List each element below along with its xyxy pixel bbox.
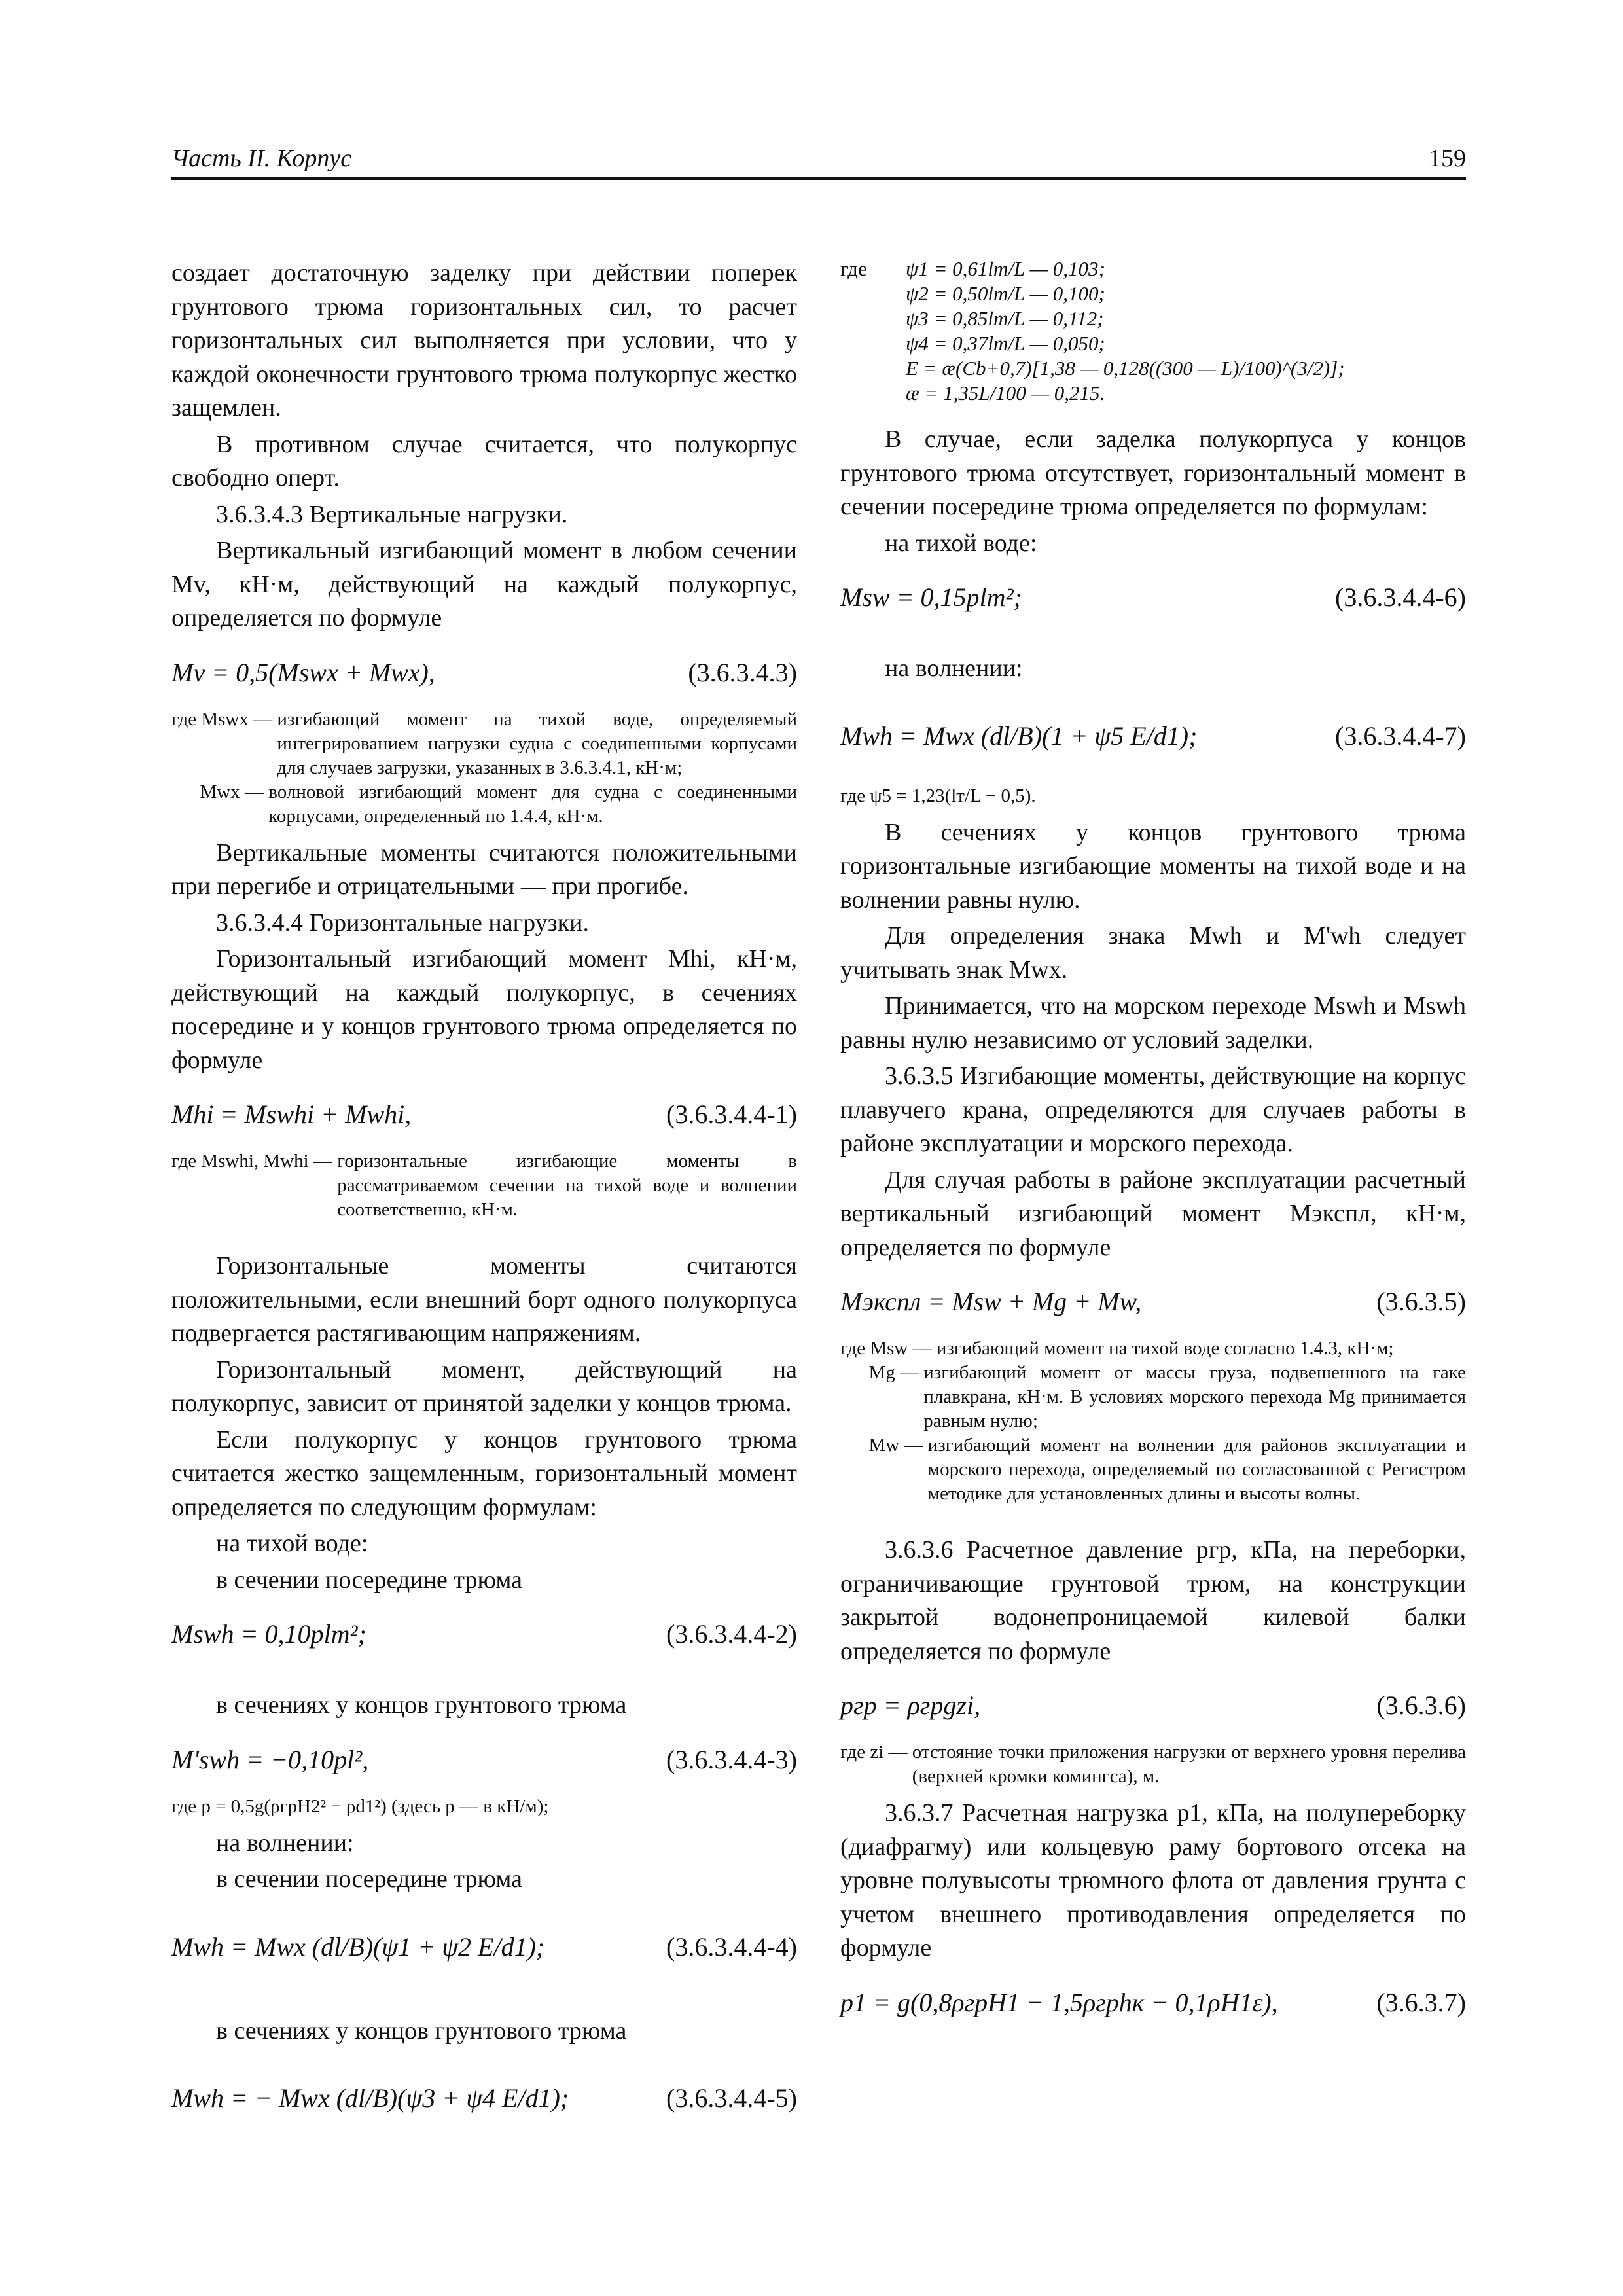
page-number: 159 [1429,145,1466,172]
formula-expression: Mswh = 0,10plт²; [171,1619,366,1649]
paragraph: на волнении: [216,1829,354,1857]
legend-text: отстояние точки приложения нагрузки от верхнего уровня перелива (верхней кромки комингса), м. [912,1742,1466,1787]
formula-number: (3.6.3.4.4-7) [1335,721,1466,751]
legend-text: изгибающий момент от массы груза, подвешенного на гаке плавкрана, кН·м. В условиях морского перехода Mg принимается равным нулю; [923,1362,1466,1431]
formula-legend [171,708,797,829]
paragraph: на тихой воде: [885,529,1037,557]
legend-symbol: Mwx — [171,781,269,802]
formula-expression: M'swh = −0,10pl², [171,1744,369,1774]
formula-number: (3.6.3.4.4-3) [666,1744,797,1774]
formula [171,1611,797,1657]
formula-expression: Msw = 0,15plт²; [840,583,1022,612]
formula [840,575,1466,620]
formula-legend [171,1149,797,1222]
paragraph: Горизонтальные моменты считаются положительными, если внешний борт одного полукорпуса подвергается растягивающим напряжениям. [171,1252,797,1347]
formula-legend [840,1336,1466,1506]
left-column [171,257,797,2146]
formula [171,1092,797,1138]
legend-symbol: Mw — [840,1435,928,1456]
paragraph: в сечении посередине трюма [216,1566,523,1594]
paragraph: в сечении посередине трюма [216,1865,523,1893]
paragraph: Для случая работы в районе эксплуатации расчетный вертикальный изгибающий момент Mэкспл, кН·м, определяется по формуле [840,1166,1466,1261]
formula-legend [840,1740,1466,1789]
formula-number: (3.6.3.6) [1376,1691,1466,1720]
formula-number: (3.6.3.4.4-4) [666,1931,797,1962]
paragraph: В сечениях у концов грунтового трюма горизонтальные изгибающие моменты на тихой воде и на волнении равны нулю. [840,818,1466,914]
legend-text: изгибающий момент на тихой воде согласно 1.4.3, кН·м; [936,1338,1394,1359]
formula-number: (3.6.3.7) [1376,1987,1466,2017]
formula-number: (3.6.3.4.4-1) [666,1100,797,1129]
section-paragraph: 3.6.3.5 Изгибающие моменты, действующие на корпус плавучего крана, определяются для случаев работы в районе эксплуатации и морского перехода. [840,1062,1466,1157]
legend-text: где ψ5 = 1,23(lт/L − 0,5). [840,785,1036,806]
formula [840,1683,1466,1729]
paragraph: в сечениях у концов грунтового трюма [216,2017,627,2045]
formula [840,700,1466,772]
coefficient: ψ2 = 0,50lт/L — 0,100; [906,282,1105,305]
formula-expression: p1 = g(0,8ρгрH1 − 1,5ρгрhк − 0,1ρH1ε), [840,1987,1278,2017]
legend-symbol: Mg — [840,1362,924,1383]
paragraph: в сечениях у концов грунтового трюма [216,1691,627,1719]
coefficients-block [840,257,1466,406]
formula-expression: Mv = 0,5(Mswx + Mwx), [171,657,435,687]
subsection-heading: 3.6.3.4.3 Вертикальные нагрузки. [216,500,568,528]
formula [840,1279,1466,1325]
formula-number: (3.6.3.4.4-5) [666,2083,797,2113]
right-column [840,257,1466,2037]
paragraph: на волнении: [885,655,1023,682]
formula-number: (3.6.3.5) [1376,1287,1466,1316]
formula-expression: pгр = ρгрgzi, [840,1691,981,1720]
coefficient: ψ1 = 0,61lт/L — 0,103; [906,257,1105,280]
coefficient: ψ4 = 0,37lт/L — 0,050; [906,332,1105,355]
formula [171,2062,797,2134]
formula-number: (3.6.3.4.3) [688,657,797,687]
paragraph: Горизонтальный момент, действующий на полукорпус, зависит от принятой заделки у концов трюма. [171,1355,797,1417]
running-title: Часть II. Корпус [171,145,352,172]
paragraph: Для определения знака Mwh и M'wh следует учитывать знак Mwx. [840,922,1466,984]
legend-symbol: где zi — [840,1742,912,1763]
paragraph: Вертикальные моменты считаются положительными при перегибе и отрицательными — при прогибе. [171,838,797,900]
formula-legend [840,784,1466,808]
formula [171,650,797,696]
section-paragraph: 3.6.3.7 Расчетная нагрузка p1, кПа, на полупереборку (диафрагму) или кольцевую раму бортового отсека на уровне полувысоты трюмного флота от давления грунта с учетом внешнего противодавления определяется по формуле [840,1799,1466,1962]
formula [171,1737,797,1783]
formula-expression: Mwh = − Mwx (dl/B)(ψ3 + ψ4 E/d1); [171,2083,569,2113]
formula-expression: Mэкспл = Msw + Mg + Mw, [840,1287,1142,1316]
legend-text: где p = 0,5g(ρгрH2² − ρd1²) (здесь p — в кН/м); [171,1795,549,1817]
legend-symbol: где Mswhi, Mwhi — [171,1151,338,1172]
paragraph: В случае, если заделка полукорпуса у концов грунтового трюма отсутствует, горизонтальный момент в сечении посередине трюма определяется по формулам: [840,425,1466,520]
coefficient: ψ3 = 0,85lт/L — 0,112; [906,307,1104,330]
paragraph: Горизонтальный изгибающий момент Mhi, кН·м, действующий на каждый полукорпус, в сечениях посередине и у концов грунтового трюма определяется по формуле [171,945,797,1074]
formula-legend [171,1795,797,1819]
formula [171,1911,797,1983]
paragraph: Вертикальный изгибающий момент в любом сечении Mv, кН·м, действующий на каждый полукорпус, определяется по формуле [171,537,797,632]
formula-number: (3.6.3.4.4-2) [666,1619,797,1649]
paragraph: Принимается, что на морском переходе Mswh и Mswh равны нулю независимо от условий заделки. [840,992,1466,1054]
formula-number: (3.6.3.4.4-6) [1335,583,1466,612]
legend-text: изгибающий момент на тихой воде, определяемый интегрированием нагрузки судна с соединенными корпусами для случаев загрузки, указанных в 3.6.3.4.1, кН·м; [277,708,797,778]
legend-symbol: где Mswx — [171,708,277,730]
legend-prefix: где [840,257,867,280]
formula-expression: Mwh = Mwx (dl/B)(ψ1 + ψ2 E/d1); [171,1931,545,1962]
paragraph: Если полукорпус у концов грунтового трюма считается жестко защемленным, горизонтальный момент определяется по следующим формулам: [171,1426,797,1521]
formula [840,1980,1466,2026]
formula-expression: Mhi = Mswhi + Mwhi, [171,1100,412,1129]
page-header [171,144,1466,180]
legend-symbol: где Msw — [840,1338,936,1359]
subsection-heading: 3.6.3.4.4 Горизонтальные нагрузки. [216,908,589,937]
legend-text: волновой изгибающий момент для судна с соединенными корпусами, определенный по 1.4.4, кН·м. [268,781,797,827]
section-paragraph: 3.6.3.6 Расчетное давление pгр, кПа, на переборки, ограничивающие грунтовой трюм, на конструкции закрытой водонепроницаемой килевой балки определяется по формуле [840,1536,1466,1665]
formula-expression: Mwh = Mwx (dl/B)(1 + ψ5 E/d1); [840,721,1198,751]
coefficient: E = æ(Cb+0,7)[1,38 — 0,128((300 — L)/100)^(3/2)]; [906,357,1345,380]
legend-text: горизонтальные изгибающие моменты в рассматриваемом сечении на тихой воде и волнении соответственно, кН·м. [337,1151,797,1220]
paragraph: В противном случае считается, что полукорпус свободно оперт. [171,430,797,492]
legend-text: изгибающий момент на волнении для районов эксплуатации и морского перехода, определяемый по согласованной с Регистром методике для установленных длины и высоты волны. [927,1435,1466,1504]
paragraph: на тихой воде: [216,1530,368,1557]
paragraph: создает достаточную заделку при действии поперек грунтового трюма горизонтальных сил, то расчет горизонтальных сил выполняется при условии, что у каждой оконечности грунтового трюма полукорпус жестко защемлен. [171,259,797,422]
coefficient: æ = 1,35L/100 — 0,215. [906,382,1105,404]
